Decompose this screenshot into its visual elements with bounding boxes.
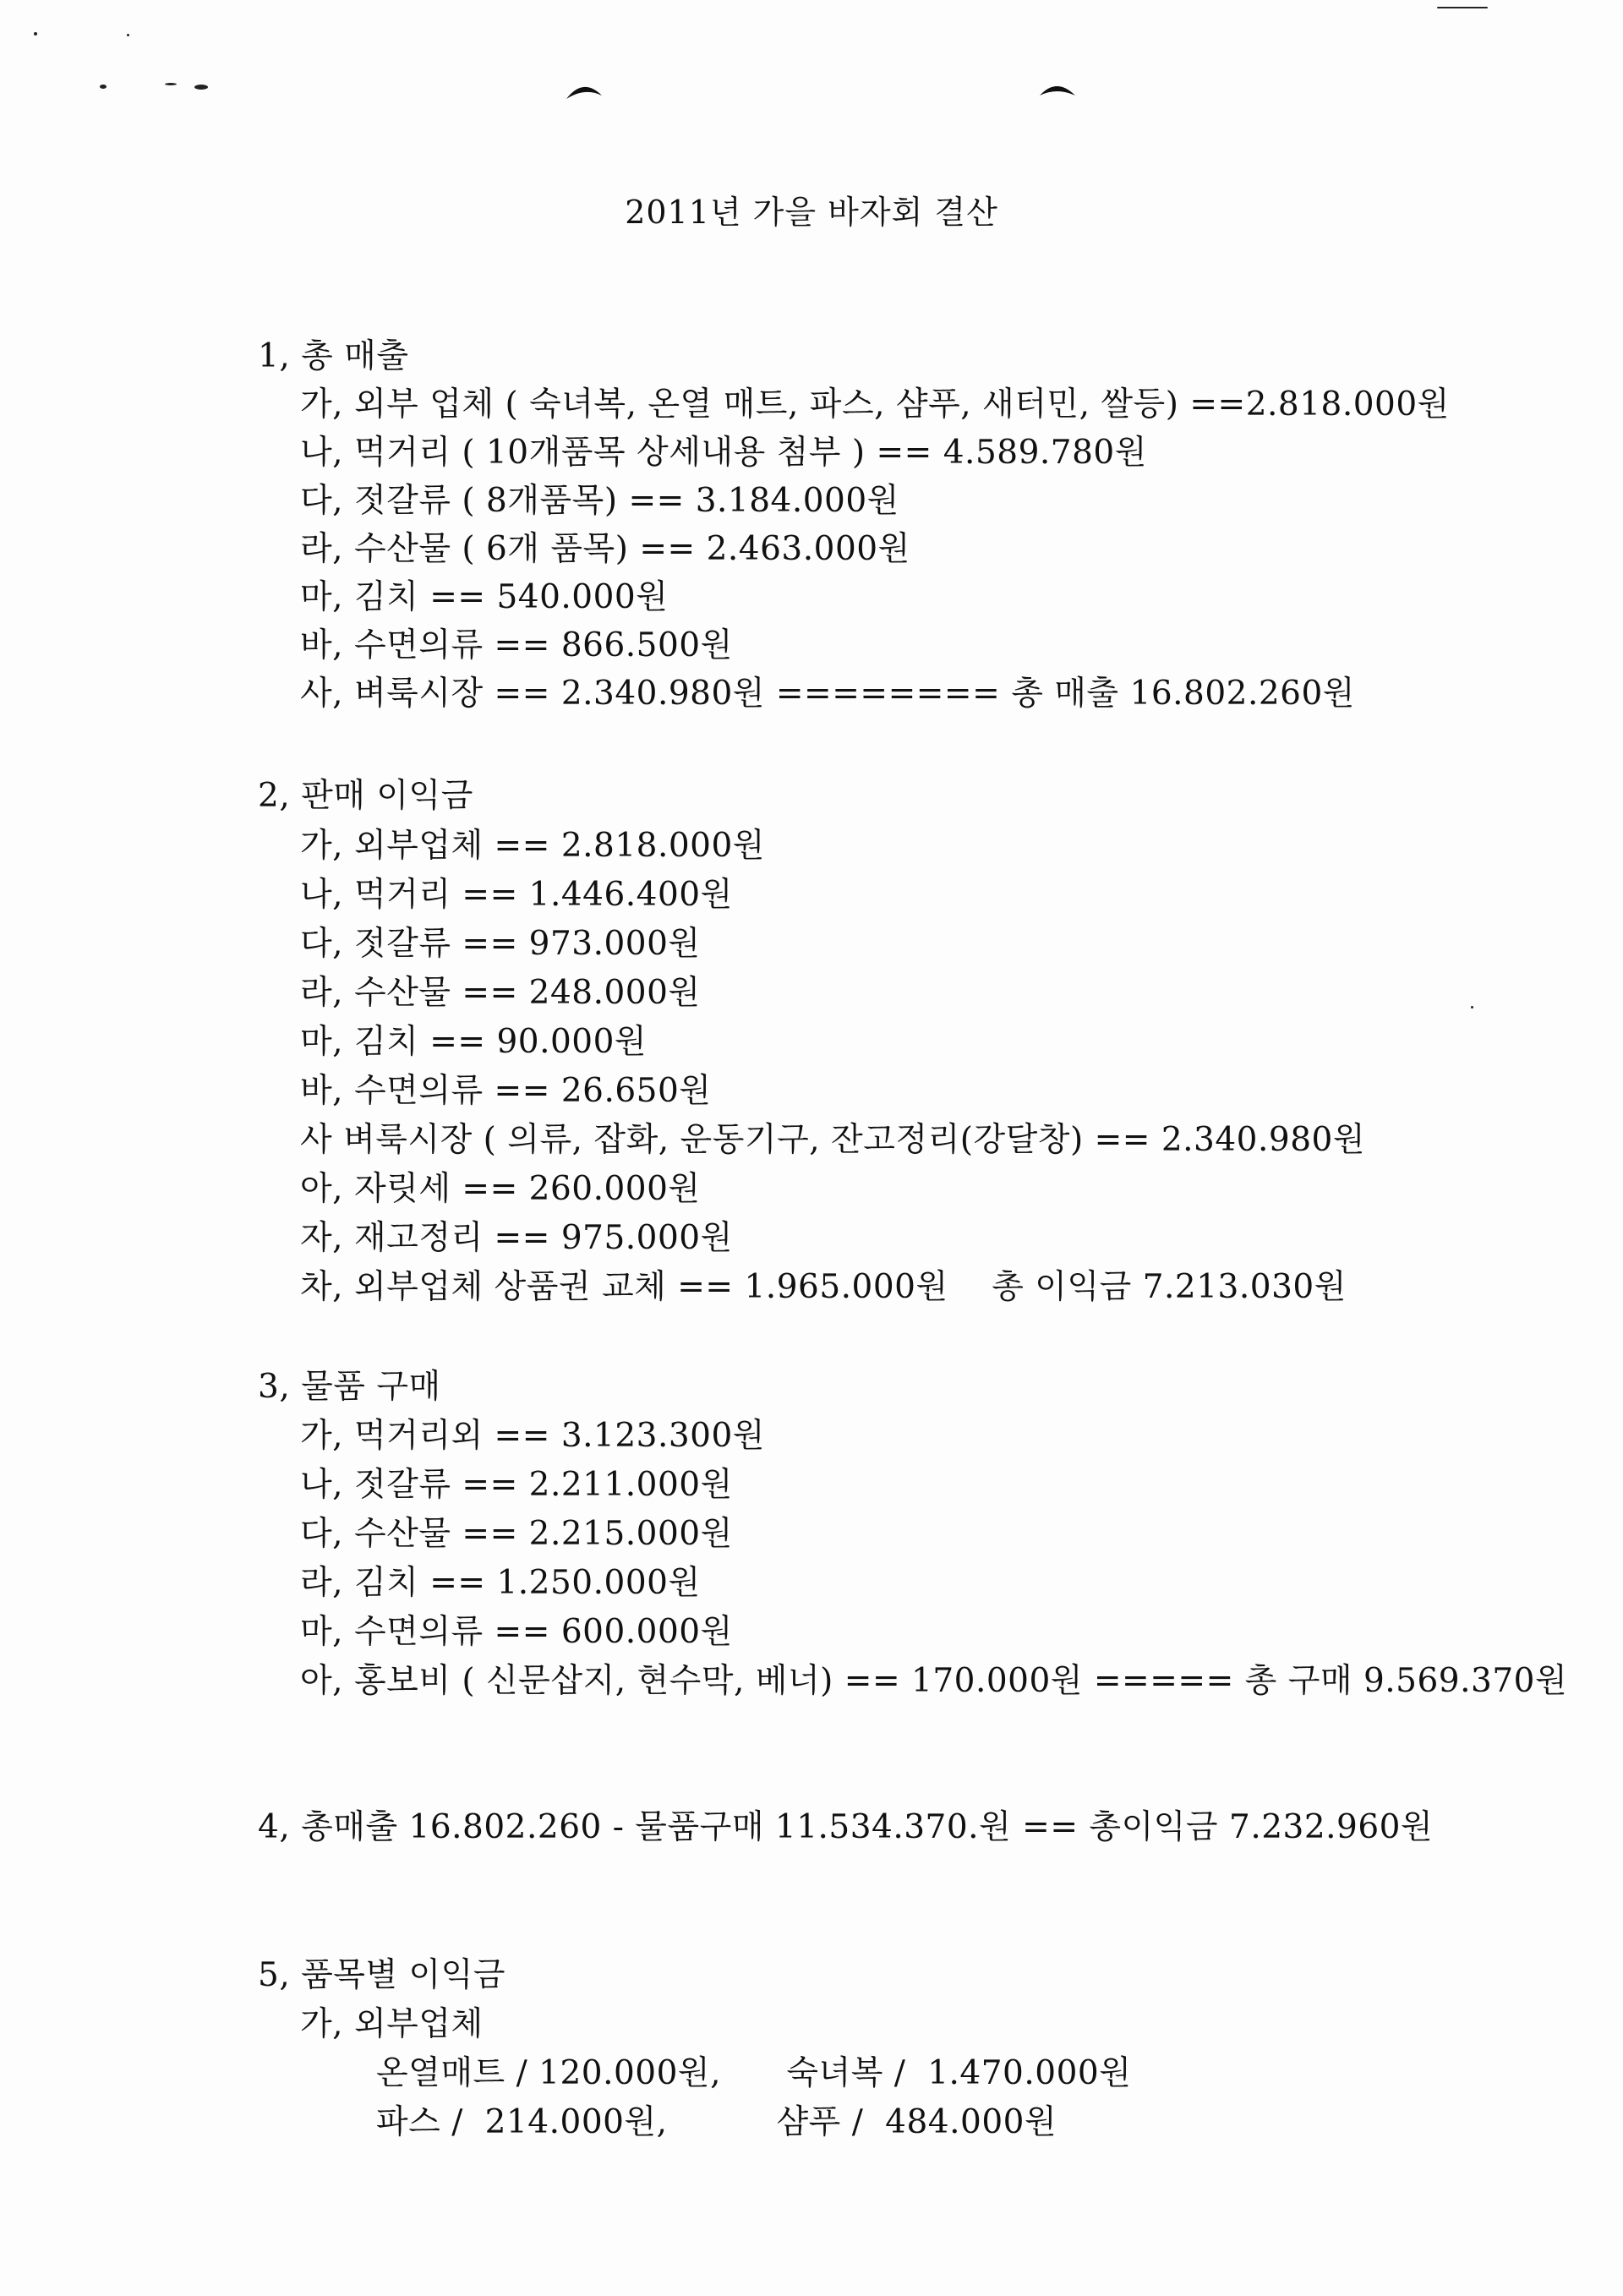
section-heading: 4, 총매출 16.802.260 - 물품구매 11.534.370.원 == 총이익금 7.232.960원	[258, 1808, 1434, 1846]
list-item: 바, 수면의류 == 866.500원	[300, 626, 733, 664]
list-item: 마, 김치 == 90.000원	[300, 1023, 648, 1061]
section-heading: 3, 물품 구매	[258, 1368, 441, 1406]
scan-speck	[127, 34, 129, 36]
scan-speck	[100, 85, 107, 89]
scan-speck	[165, 83, 177, 85]
punch-hole-mark-left	[565, 80, 604, 101]
list-item: 아, 홍보비 ( 신문삽지, 현수막, 베너) == 170.000원 ===== 총 구매 9.569.370원	[300, 1662, 1568, 1700]
list-item: 사 벼룩시장 ( 의류, 잡화, 운동기구, 잔고정리(강달창) == 2.340.980원	[300, 1121, 1366, 1159]
scan-speck	[194, 85, 208, 90]
list-item: 라, 김치 == 1.250.000원	[300, 1564, 701, 1602]
list-item: 나, 젓갈류 == 2.211.000원	[300, 1466, 733, 1504]
list-item: 차, 외부업체 상품권 교체 == 1.965.000원 총 이익금 7.213.030원	[300, 1268, 1347, 1306]
list-item: 다, 수산물 == 2.215.000원	[300, 1515, 733, 1553]
scan-speck	[1471, 1006, 1473, 1009]
list-item: 가, 외부 업체 ( 숙녀복, 온열 매트, 파스, 샴푸, 새터민, 쌀등) ==2.818.000원	[300, 385, 1450, 424]
list-item: 가, 먹거리외 == 3.123.300원	[300, 1417, 765, 1455]
document-title: 2011년 가을 바자회 결산	[625, 194, 998, 231]
list-item: 나, 먹거리 == 1.446.400원	[300, 876, 733, 914]
section-heading: 1, 총 매출	[258, 337, 409, 375]
list-item: 바, 수면의류 == 26.650원	[300, 1072, 712, 1110]
list-item: 라, 수산물 == 248.000원	[300, 974, 701, 1012]
punch-hole-mark-right	[1038, 79, 1077, 99]
list-item: 다, 젓갈류 ( 8개품목) == 3.184.000원	[300, 482, 899, 520]
list-item: 자, 재고정리 == 975.000원	[300, 1219, 733, 1257]
list-item: 가, 외부업체	[300, 2005, 484, 2043]
section-heading: 5, 품목별 이익금	[258, 1956, 506, 1994]
list-item: 라, 수산물 ( 6개 품목) == 2.463.000원	[300, 530, 910, 568]
section-heading: 2, 판매 이익금	[258, 777, 473, 815]
list-item: 가, 외부업체 == 2.818.000원	[300, 827, 765, 865]
list-item: 아, 자릿세 == 260.000원	[300, 1170, 701, 1208]
list-item: 마, 김치 == 540.000원	[300, 578, 669, 616]
sub-list-item: 파스 / 214.000원, 샴푸 / 484.000원	[376, 2103, 1057, 2141]
list-item: 나, 먹거리 ( 10개품목 상세내용 첨부 ) == 4.589.780원	[300, 434, 1147, 472]
list-item: 마, 수면의류 == 600.000원	[300, 1613, 733, 1651]
scan-speck	[1437, 7, 1488, 8]
scan-speck	[34, 32, 37, 36]
sub-list-item: 온열매트 / 120.000원, 숙녀복 / 1.470.000원	[376, 2054, 1132, 2092]
list-item: 다, 젓갈류 == 973.000원	[300, 925, 701, 963]
list-item: 사, 벼룩시장 == 2.340.980원 ======== 총 매출 16.802.260원	[300, 675, 1355, 713]
